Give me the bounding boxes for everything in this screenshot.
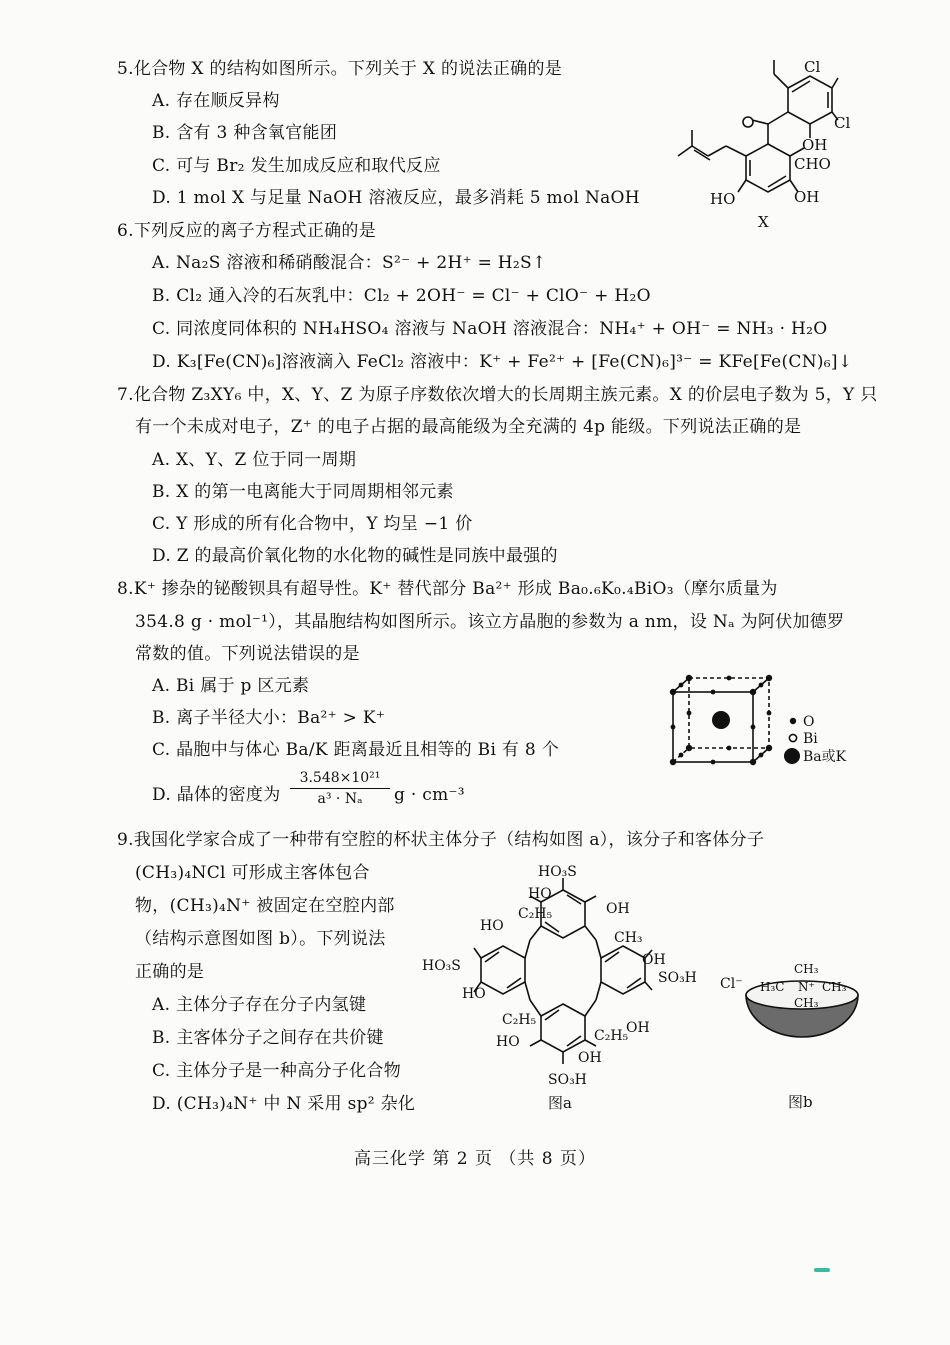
figure-b-inclusion-complex bbox=[716, 955, 866, 1115]
legend-o-dot bbox=[790, 718, 796, 724]
q8-option-d-prefix: D. 晶体的密度为 bbox=[152, 785, 281, 805]
q8-option-b: B. 离子半径大小：Ba²⁺ > K⁺ bbox=[152, 708, 386, 728]
figb-label-ch3-bottom: CH₃ bbox=[794, 996, 819, 1010]
figa-label-c2h5-top: C₂H₅ bbox=[518, 906, 553, 922]
x-cl-label-2: Cl bbox=[834, 114, 851, 132]
q8-stem-line2: 354.8 g · mol⁻¹），其晶胞结构如图所示。该立方晶胞的参数为 a nm，设 Nₐ 为阿伏加德罗 bbox=[135, 612, 845, 632]
x-cho-label: CHO bbox=[794, 155, 831, 173]
q9-option-b: B. 主客体分子之间存在共价键 bbox=[152, 1028, 384, 1048]
q5-option-a: A. 存在顺反异构 bbox=[152, 91, 280, 111]
q9-stem-line1: 9.我国化学家合成了一种带有空腔的杯状主体分子（结构如图 a），该分子和客体分子 bbox=[117, 830, 765, 850]
legend-bi-label: Bi bbox=[803, 731, 818, 747]
q9-stem-line5: 正确的是 bbox=[135, 962, 205, 982]
x-oh-label-2: OH bbox=[794, 188, 820, 206]
q9-option-c: C. 主体分子是一种高分子化合物 bbox=[152, 1061, 402, 1081]
figa-label-oh-right2: OH bbox=[626, 1020, 650, 1036]
q5-option-b: B. 含有 3 种含氧官能团 bbox=[152, 123, 338, 143]
q6-option-b: B. Cl₂ 通入冷的石灰乳中：Cl₂ + 2OH⁻ = Cl⁻ + ClO⁻ + H₂O bbox=[152, 286, 651, 306]
q7-stem-line1: 7.化合物 Z₃XY₆ 中，X、Y、Z 为原子序数依次增大的长周期主族元素。X 的价层电子数为 5，Y 只 bbox=[117, 385, 878, 405]
figure-a-host-molecule bbox=[418, 858, 708, 1116]
q5-stem: 5.化合物 X 的结构如图所示。下列关于 X 的说法正确的是 bbox=[117, 59, 563, 79]
q9-stem-line3: 物，(CH₃)₄N⁺ 被固定在空腔内部 bbox=[135, 896, 395, 916]
figa-label-ho-top: HO bbox=[528, 886, 552, 902]
figa-label-ho-left2: HO bbox=[462, 986, 486, 1002]
x-oh-label-1: OH bbox=[802, 136, 828, 154]
figa-label-ch3-right: CH₃ bbox=[614, 930, 643, 946]
figa-label-ho3s-top: HO₃S bbox=[538, 864, 577, 880]
q6-option-d: D. K₃[Fe(CN)₆]溶液滴入 FeCl₂ 溶液中：K⁺ + Fe²⁺ + [Fe(CN)₆]³⁻ = KFe[Fe(CN)₆]↓ bbox=[152, 352, 853, 372]
legend-ba-dot bbox=[784, 748, 800, 764]
density-fraction bbox=[290, 770, 390, 807]
q7-option-c: C. Y 形成的所有化合物中，Y 均呈 −1 价 bbox=[152, 514, 473, 534]
figa-label-c2h5-left: C₂H₅ bbox=[502, 1012, 537, 1028]
figa-label-ho3s-left: HO₃S bbox=[422, 958, 461, 974]
figa-label-ho-left: HO bbox=[480, 918, 504, 934]
figb-label-ch3-right: CH₃ bbox=[822, 980, 847, 994]
q5-option-d: D. 1 mol X 与足量 NaOH 溶液反应，最多消耗 5 mol NaOH bbox=[152, 188, 640, 208]
figa-caption: 图a bbox=[548, 1094, 572, 1112]
q9-option-d: D. (CH₃)₄N⁺ 中 N 采用 sp² 杂化 bbox=[152, 1094, 416, 1114]
q7-option-b: B. X 的第一电离能大于同周期相邻元素 bbox=[152, 482, 454, 502]
q7-option-a: A. X、Y、Z 位于同一周期 bbox=[152, 450, 357, 470]
figb-label-h3c: H₃C bbox=[760, 980, 785, 994]
figa-label-ho-bottom: HO bbox=[496, 1034, 520, 1050]
q5-option-c: C. 可与 Br₂ 发生加成反应和取代反应 bbox=[152, 156, 441, 176]
q9-stem-line2: (CH₃)₄NCl 可形成主客体包合 bbox=[135, 863, 370, 883]
q8-stem-line3: 常数的值。下列说法错误的是 bbox=[135, 644, 360, 664]
q6-option-a: A. Na₂S 溶液和稀硝酸混合：S²⁻ + 2H⁺ = H₂S↑ bbox=[152, 253, 547, 273]
compound-x-structure bbox=[670, 50, 860, 235]
legend-ba-label: Ba或K bbox=[803, 749, 847, 765]
legend-bi-dot bbox=[789, 734, 796, 741]
x-ho-label: HO bbox=[710, 190, 736, 208]
q7-stem-line2: 有一个未成对电子，Z⁺ 的电子占据的最高能级为全充满的 4p 能级。下列说法正确的是 bbox=[135, 417, 802, 437]
density-unit: g · cm⁻³ bbox=[394, 785, 465, 805]
q6-option-c: C. 同浓度同体积的 NH₄HSO₄ 溶液与 NaOH 溶液混合：NH₄⁺ + OH⁻ = NH₃ · H₂O bbox=[152, 319, 828, 339]
density-denominator: a³ · Nₐ bbox=[317, 791, 363, 807]
density-numerator: 3.548×10²¹ bbox=[290, 770, 390, 789]
figb-caption: 图b bbox=[788, 1093, 813, 1111]
figa-label-oh-right: OH bbox=[642, 952, 666, 968]
q6-stem: 6.下列反应的离子方程式正确的是 bbox=[117, 221, 377, 241]
x-cl-label-1: Cl bbox=[804, 58, 821, 76]
figa-label-so3h-bottom: SO₃H bbox=[548, 1072, 587, 1088]
q7-option-d: D. Z 的最高价氧化物的水化物的碱性是同族中最强的 bbox=[152, 546, 558, 566]
q8-stem-line1: 8.K⁺ 掺杂的铋酸钡具有超导性。K⁺ 替代部分 Ba²⁺ 形成 Ba₀.₆K₀.₄BiO₃（摩尔质量为 bbox=[117, 579, 778, 599]
decorative-mark bbox=[814, 1268, 830, 1272]
figb-label-cl: Cl⁻ bbox=[720, 976, 743, 992]
figb-label-n: N⁺ bbox=[798, 980, 815, 994]
figa-label-oh-bottom: OH bbox=[578, 1050, 602, 1066]
figa-label-oh-top: OH bbox=[606, 901, 630, 917]
crystal-cell-diagram bbox=[665, 672, 860, 772]
q8-option-c: C. 晶胞中与体心 Ba/K 距离最近且相等的 Bi 有 8 个 bbox=[152, 740, 560, 760]
figa-label-c2h5-bottom: C₂H₅ bbox=[594, 1028, 629, 1044]
x-caption: X bbox=[758, 213, 769, 231]
q9-stem-line4: （结构示意图如图 b）。下列说法 bbox=[135, 929, 386, 949]
figa-label-so3h-right: SO₃H bbox=[658, 970, 697, 986]
q8-option-a: A. Bi 属于 p 区元素 bbox=[152, 676, 310, 696]
q9-option-a: A. 主体分子存在分子内氢键 bbox=[152, 995, 367, 1015]
legend-o-label: O bbox=[803, 714, 815, 730]
page-footer: 高三化学 第 2 页 （共 8 页） bbox=[353, 1149, 597, 1169]
figb-label-ch3-top: CH₃ bbox=[794, 962, 819, 976]
